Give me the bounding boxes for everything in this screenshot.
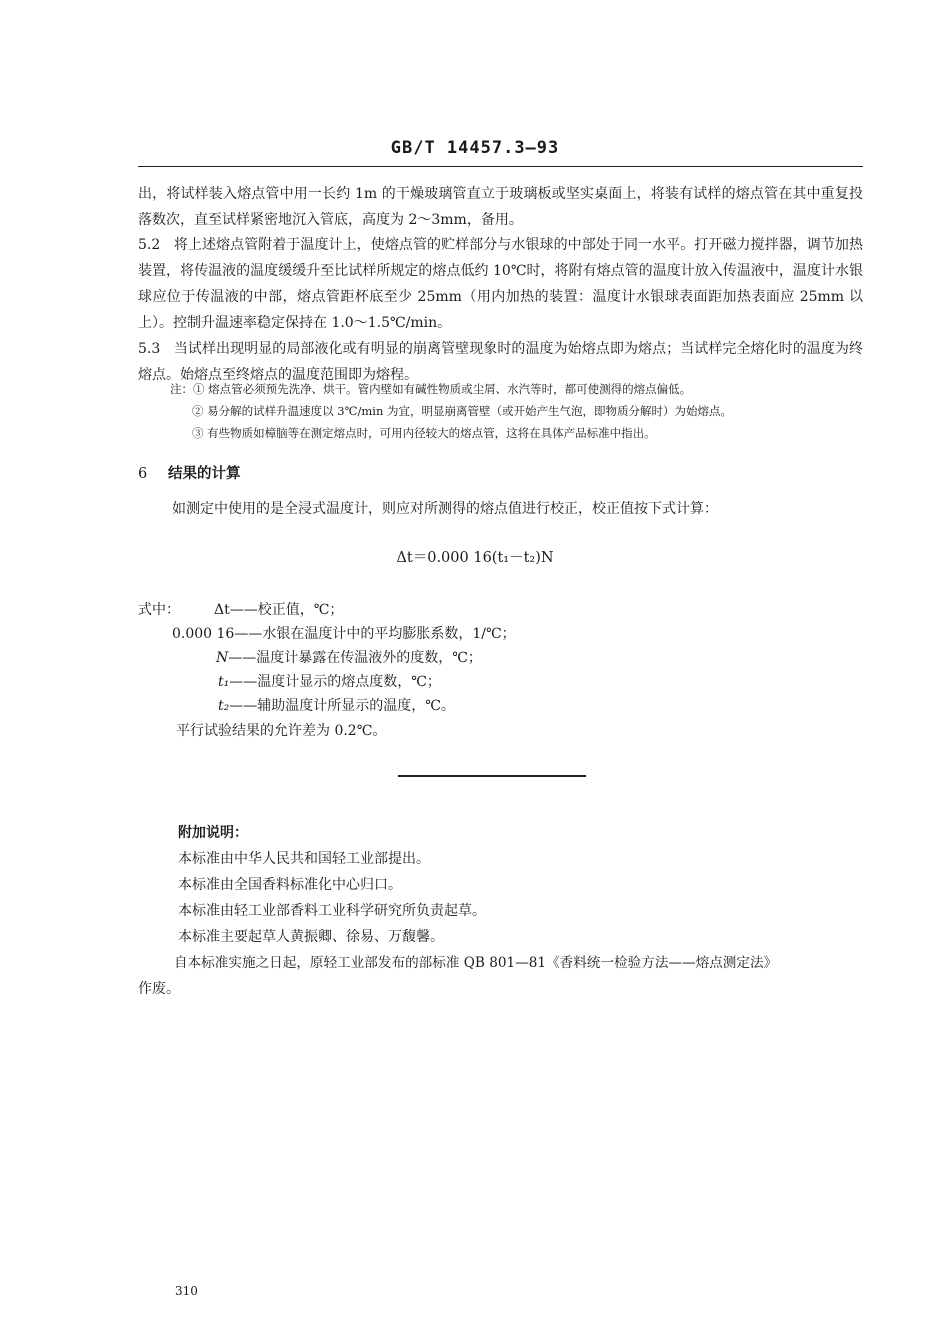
additional-last-line: 作废。 <box>138 981 180 997</box>
section-6-heading <box>138 462 241 483</box>
section-5-2-number: 5.2 <box>138 237 161 253</box>
where-description: ——温度计显示的熔点度数，℃； <box>229 674 441 690</box>
additional-title: 附加说明： <box>178 825 248 841</box>
where-symbol: t₂ <box>218 698 230 714</box>
where-symbol: t₁ <box>218 674 230 690</box>
additional-line: 本标准由中华人民共和国轻工业部提出。 <box>178 851 430 867</box>
additional-line: 本标准由轻工业部香料工业科学研究所负责起草。 <box>178 903 486 919</box>
where-symbol: Δt <box>214 602 230 618</box>
where-description: ——辅助温度计所显示的温度，℃。 <box>229 698 455 714</box>
correction-formula: Δt＝0.000 16(t₁－t₂)N <box>396 550 554 566</box>
standard-number-header: GB/T 14457.3—93 <box>390 138 560 158</box>
where-symbol: 0.000 16 <box>172 626 235 642</box>
additional-line: 本标准由全国香料标准化中心归口。 <box>178 877 402 893</box>
where-item-2 <box>172 622 516 646</box>
where-description: ——温度计暴露在传温液外的度数，℃； <box>228 650 482 666</box>
additional-line: 本标准主要起草人黄振卿、徐易、万馥馨。 <box>178 929 444 945</box>
where-item-1 <box>214 598 343 622</box>
where-label: 式中： <box>138 602 180 618</box>
where-symbol: N <box>216 650 229 666</box>
notes-block <box>170 378 860 444</box>
where-description: ——水银在温度计中的平均膨胀系数，1/℃； <box>234 626 516 642</box>
where-item-4 <box>218 670 441 694</box>
additional-notes <box>174 820 878 976</box>
where-item-3 <box>216 646 482 670</box>
section-5-2-text: 将上述熔点管附着于温度计上，使熔点管的贮样部分与水银球的中部处于同一水平。打开磁力搅拌器，调节加热装置，将传温液的温度缓缓升至比试样所规定的熔点低约 10℃时，将附有熔点管的温度计放入传温液中，温度计水银球应位于传温液的中部，熔点管距杯底至少 25mm（用内加热的装置：温度计水银球表面距加热表面应 25mm 以上）。控制升温速率稳定保持在 1.0～1.5℃/min。 <box>138 237 864 331</box>
end-rule <box>398 775 586 777</box>
where-description: ——校正值，℃； <box>229 602 344 618</box>
section-5-2 <box>138 232 863 336</box>
tolerance-line: 平行试验结果的允许差为 0.2℃。 <box>176 723 387 739</box>
section-6-intro: 如测定中使用的是全浸式温度计，则应对所测得的熔点值进行校正，校正值按下式计算： <box>172 501 718 517</box>
continuation-paragraph: 出，将试样装入熔点管中用一长约 1m 的干燥玻璃管直立于玻璃板或坚实桌面上，将装有试样的熔点管在其中重复投落数次，直至试样紧密地沉入管底，高度为 2～3mm，备用。 <box>138 186 863 228</box>
where-item-5 <box>218 694 455 718</box>
header-rule <box>138 166 863 167</box>
section-5-3-number: 5.3 <box>138 341 161 357</box>
note-3: ③ 有些物质如樟脑等在测定熔点时，可用内径较大的熔点管，这将在具体产品标准中指出。 <box>192 426 656 440</box>
note-2: ② 易分解的试样升温速度以 3℃/min 为宜，明显崩离管壁（或开始产生气泡，即物质分解时）为始熔点。 <box>192 404 733 418</box>
section-5-3-text: 当试样出现明显的局部液化或有明显的崩离管壁现象时的温度为始熔点即为熔点；当试样完全熔化时的温度为终熔点。始熔点至终熔点的温度范围即为熔程。 <box>138 341 864 383</box>
section-6-title: 结果的计算 <box>168 465 241 482</box>
page-number: 310 <box>175 1284 198 1298</box>
note-1: 注：① 熔点管必须预先洗净、烘干。管内壁如有碱性物质或尘屑、水汽等时，都可使测得的熔点偏低。 <box>170 382 692 396</box>
additional-line: 自本标准实施之日起，原轻工业部发布的部标准 QB 801—81《香料统一检验方法——熔点测定法》 <box>174 955 778 971</box>
section-6-number: 6 <box>138 466 148 482</box>
